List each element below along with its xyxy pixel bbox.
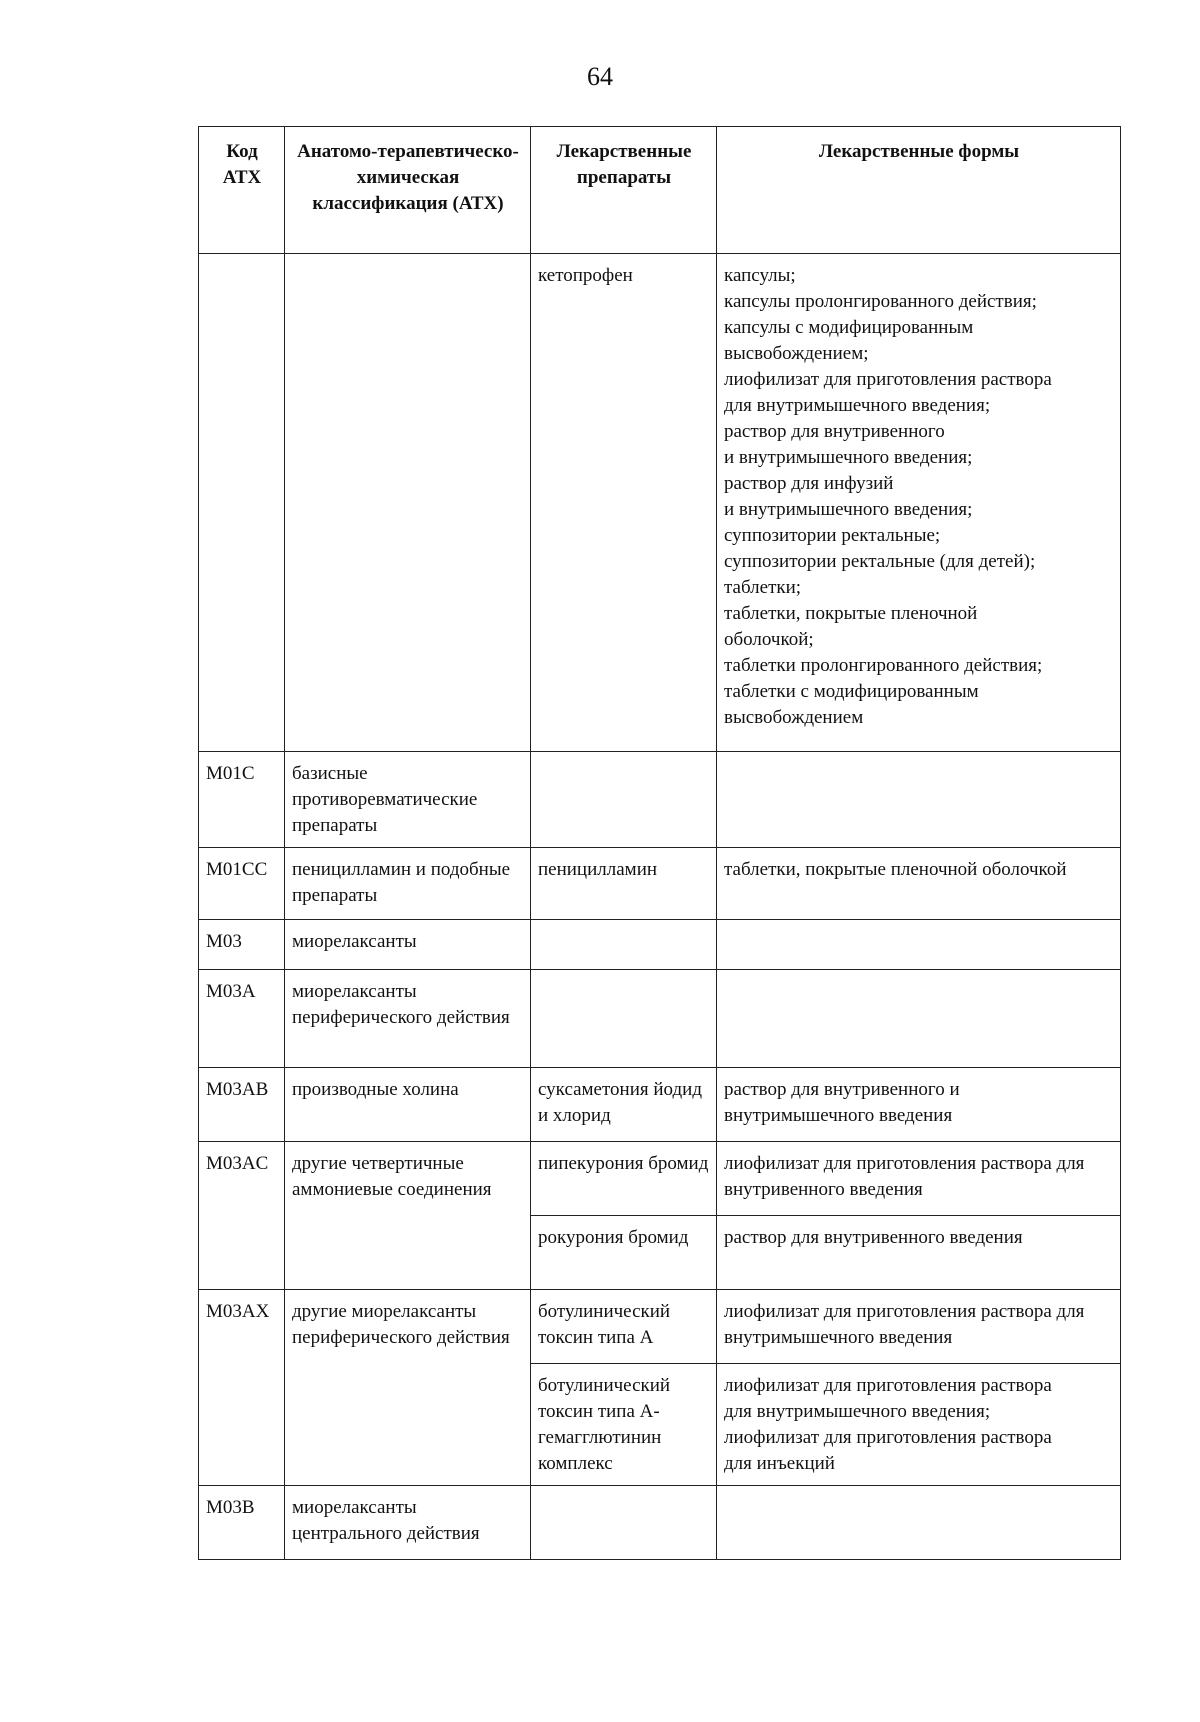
forms-line: лиофилизат для приготовления раствора: [724, 1427, 1052, 1448]
table-row: [199, 1142, 1121, 1216]
table-row: [199, 1290, 1121, 1364]
drug-cell: рокурония бромид: [531, 1216, 717, 1290]
forms-line: и внутримышечного введения;: [724, 447, 973, 468]
drug-cell: [531, 752, 717, 848]
forms-line: капсулы;: [724, 265, 796, 286]
forms-line: таблетки, покрытые пленочной: [724, 603, 978, 624]
atx-table: [198, 126, 1121, 1560]
code-cell: M01C: [199, 752, 285, 848]
code-cell: M03A: [199, 970, 285, 1068]
page-number: 64: [587, 62, 613, 91]
forms-line: высвобождением: [724, 707, 864, 728]
forms-cell: [717, 1486, 1121, 1560]
drug-cell: ботулинический токсин типа А: [531, 1290, 717, 1364]
forms-line: для инъекций: [724, 1453, 835, 1474]
forms-line: раствор для инфузий: [724, 473, 894, 494]
forms-cell: [717, 970, 1121, 1068]
forms-cell: [717, 920, 1121, 970]
table-row: [199, 254, 1121, 752]
forms-cell: лиофилизат для приготовления раствора для внутривенного введения: [717, 1142, 1121, 1216]
forms-line: оболочкой;: [724, 629, 814, 650]
forms-cell: [717, 1364, 1121, 1486]
drug-cell: пипекурония бромид: [531, 1142, 717, 1216]
code-cell: M03AC: [199, 1142, 285, 1290]
code-cell: M03: [199, 920, 285, 970]
code-cell: M01CC: [199, 848, 285, 920]
forms-line: суппозитории ректальные;: [724, 525, 941, 546]
table-row: [199, 1486, 1121, 1560]
drug-cell: [531, 920, 717, 970]
header-drugs: Лекарственные препараты: [531, 127, 717, 254]
forms-cell: раствор для внутривенного и внутримышечного введения: [717, 1068, 1121, 1142]
drug-cell: кетопрофен: [531, 254, 717, 752]
table-row: [199, 848, 1121, 920]
table-row: [199, 920, 1121, 970]
classification-cell: миорелаксанты: [285, 920, 531, 970]
header-row: [199, 127, 1121, 254]
table-header: [199, 127, 1121, 254]
forms-line: таблетки;: [724, 577, 802, 598]
classification-cell: другие четвертичные аммониевые соединения: [285, 1142, 531, 1290]
forms-line: для внутримышечного введения;: [724, 395, 991, 416]
code-cell: [199, 254, 285, 752]
forms-line: суппозитории ректальные (для детей);: [724, 551, 1036, 572]
forms-cell: раствор для внутривенного введения: [717, 1216, 1121, 1290]
forms-line: капсулы с модифицированным: [724, 317, 974, 338]
forms-cell: [717, 254, 1121, 752]
table-body: [199, 254, 1121, 1560]
classification-cell: пеницилламин и подобные препараты: [285, 848, 531, 920]
forms-line: высвобождением;: [724, 343, 869, 364]
code-cell: M03B: [199, 1486, 285, 1560]
classification-cell: [285, 254, 531, 752]
forms-cell: [717, 752, 1121, 848]
forms-line: капсулы пролонгированного действия;: [724, 291, 1037, 312]
classification-cell: миорелаксанты центрального действия: [285, 1486, 531, 1560]
header-classification: Анатомо-терапевтическо-химическая классификация (АТХ): [285, 127, 531, 254]
forms-line: раствор для внутривенного: [724, 421, 945, 442]
code-cell: M03AX: [199, 1290, 285, 1486]
drug-cell: суксаметония йодид и хлорид: [531, 1068, 717, 1142]
classification-cell: другие миорелаксанты периферического действия: [285, 1290, 531, 1486]
drug-cell: [531, 1486, 717, 1560]
drug-cell: пеницилламин: [531, 848, 717, 920]
table-row: [199, 752, 1121, 848]
forms-line: лиофилизат для приготовления раствора: [724, 369, 1052, 390]
classification-cell: производные холина: [285, 1068, 531, 1142]
table-row: [199, 970, 1121, 1068]
drug-cell: ботулинический токсин типа А-гемагглютинин комплекс: [531, 1364, 717, 1486]
header-forms: Лекарственные формы: [717, 127, 1121, 254]
classification-cell: миорелаксанты периферического действия: [285, 970, 531, 1068]
forms-line: таблетки с модифицированным: [724, 681, 979, 702]
forms-line: таблетки пролонгированного действия;: [724, 655, 1043, 676]
table-row: [199, 1068, 1121, 1142]
header-code: Код АТХ: [199, 127, 285, 254]
forms-line: лиофилизат для приготовления раствора: [724, 1375, 1052, 1396]
forms-line: для внутримышечного введения;: [724, 1401, 991, 1422]
forms-line: и внутримышечного введения;: [724, 499, 973, 520]
forms-cell: таблетки, покрытые пленочной оболочкой: [717, 848, 1121, 920]
drug-cell: [531, 970, 717, 1068]
code-cell: M03AB: [199, 1068, 285, 1142]
forms-cell: лиофилизат для приготовления раствора для внутримышечного введения: [717, 1290, 1121, 1364]
classification-cell: базисные противоревматические препараты: [285, 752, 531, 848]
